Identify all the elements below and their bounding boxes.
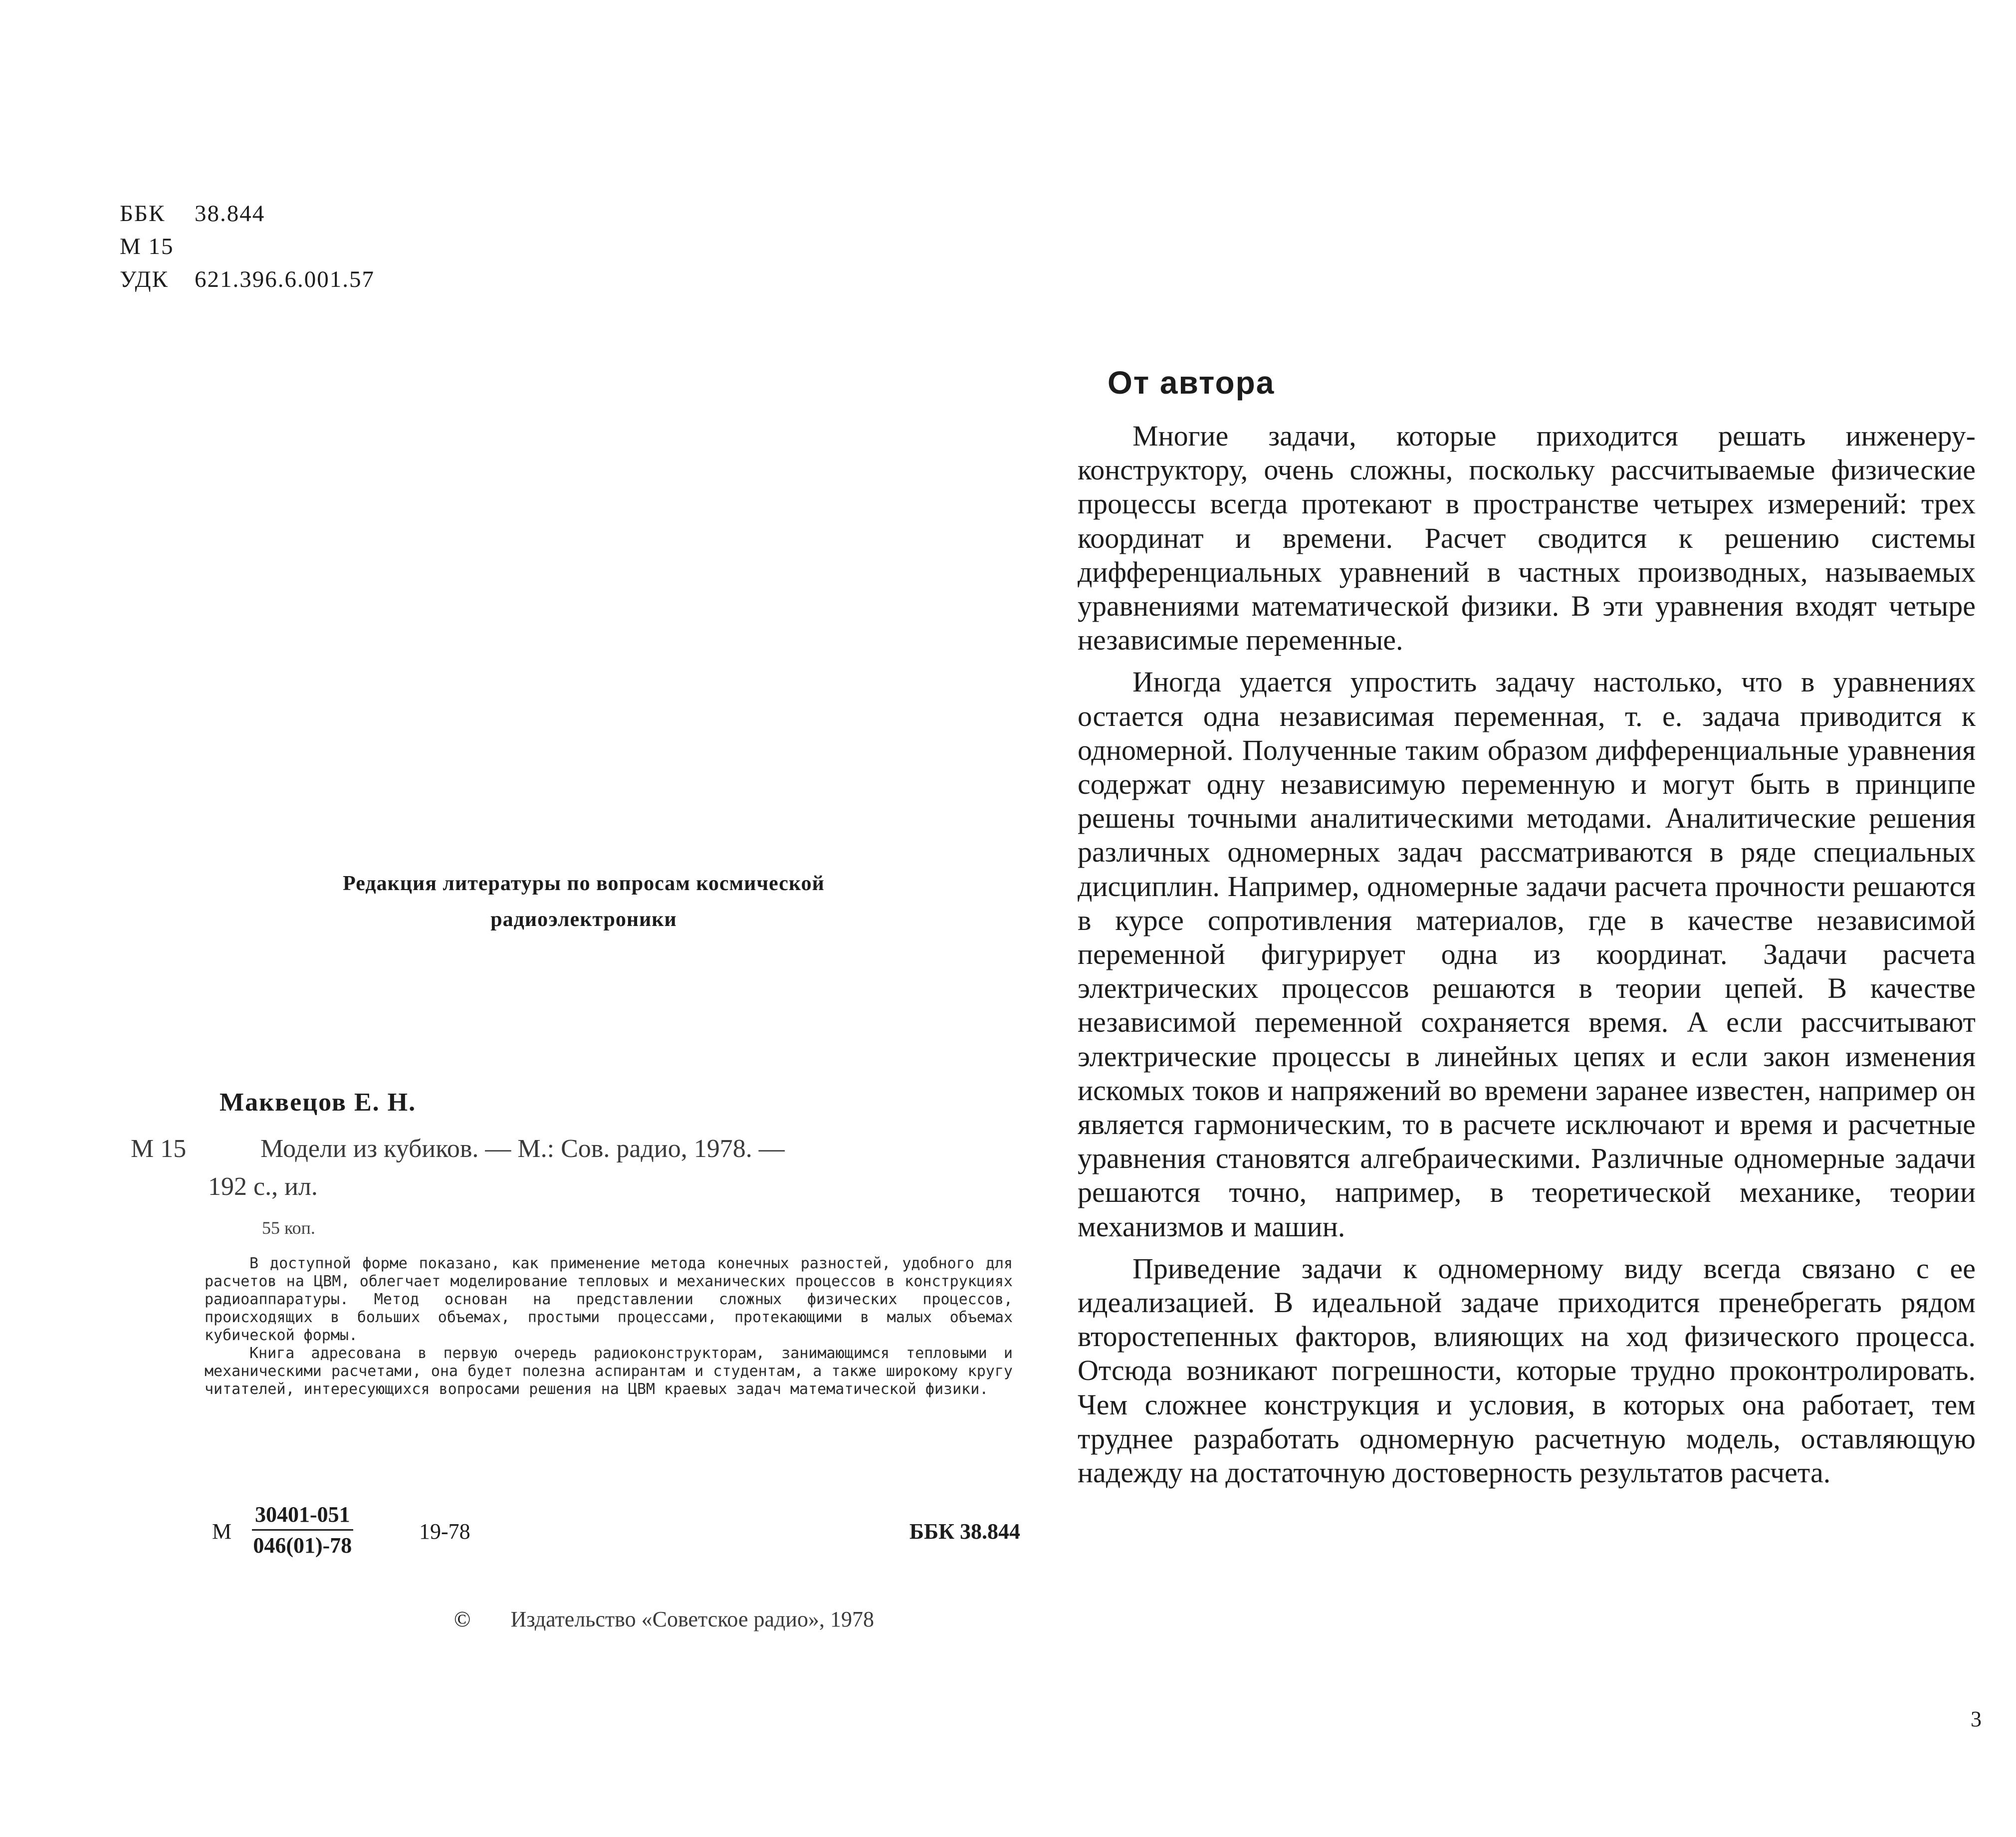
biblio-line-1	[131, 1130, 1019, 1168]
annotation	[205, 1255, 1013, 1398]
copyright-text: Издательство «Советское радио», 1978	[510, 1607, 874, 1631]
index-numerator: 30401-051	[252, 1502, 353, 1531]
body-paragraph: Многие задачи, которые приходится решать инженеру-конструктору, очень сложны, поскольку рассчитываемые физические процессы всегда протекают в пространстве четырех измерений: трех координат и времени. Расчет сводится к решению системы дифференциальных уравнений в частных производных, называемых уравнениями математической физики. В эти уравнения входят четыре независимые переменные.	[1078, 420, 1976, 657]
classification-value: 621.396.6.001.57	[195, 266, 375, 292]
classification-code: М 15	[120, 233, 174, 259]
redaction-line-1: Редакция литературы по вопросам космической	[343, 872, 825, 895]
classification-bbk	[120, 197, 375, 230]
classification-block	[120, 197, 375, 296]
body-paragraph: Иногда удается упростить задачу настолько, что в уравнениях остается одна независимая переменная, т. е. задача приводится к одномерной. Полученные таким образом дифференциальные уравнения содержат одну независимую переменную и могут быть в принципе решены точными аналитическими методами. Аналитические решения различных одномерных задач рассматриваются в ряде специальных дисциплин. Например, одномерные задачи расчета прочности решаются в курсе сопротивления материалов, где в качестве независимой переменной фигурирует одна из координат. Задачи расчета электрических процессов решаются в теории цепей. В качестве независимой переменной сохраняется время. А если рассчитывают электрические процессы в линейных цепях и если закон изменения искомых токов и напряжений во времени заранее известен, например он является гармоническим, то в расчете исключают и время и расчетные уравнения становятся алгебраическими. Различные одномерные задачи решаются точно, например, в теоретической механике, теории механизмов и машин.	[1078, 666, 1976, 1243]
redaction-line-2: радиоэлектроники	[490, 908, 677, 931]
annotation-paragraph: В доступной форме показано, как применение метода конечных разностей, удобного для расчетов на ЦВМ, облегчает моделирование тепловых и механических процессов в конструкциях радиоаппаратуры. Метод основан на представлении сложных физических процессов, происходящих в больших объемах, простыми процессами, протекающими в малых объемах кубической формы.	[205, 1255, 1013, 1344]
classification-udk	[120, 263, 375, 296]
annotation-paragraph: Книга адресована в первую очередь радиоконструкторам, занимающимся тепловыми и механическими расчетами, она будет полезна аспирантам и студентам, а также широкому кругу читателей, интересующихся вопросами решения на ЦВМ краевых задач математической физики.	[205, 1345, 1013, 1398]
index-letter: М	[212, 1519, 232, 1544]
section-heading: От автора	[1108, 365, 1275, 401]
copyright	[454, 1607, 874, 1632]
biblio-title: Модели из кубиков. — М.: Сов. радио, 1978. —	[260, 1135, 785, 1163]
classification-code: УДК	[120, 266, 169, 292]
bibliographic-record	[131, 1130, 1019, 1206]
page-number: 3	[1971, 1707, 1982, 1731]
index-fraction	[252, 1502, 353, 1558]
classification-value: 38.844	[195, 201, 265, 227]
index-denominator: 046(01)-78	[253, 1533, 352, 1558]
copyright-icon: ©	[454, 1607, 471, 1631]
biblio-line-2: 192 с., ил.	[208, 1172, 318, 1201]
biblio-mark: М 15	[131, 1135, 187, 1163]
classification-m	[120, 230, 375, 263]
redaction-note	[210, 866, 958, 937]
index-bbk: ББК 38.844	[909, 1519, 1020, 1544]
price: 55 коп.	[262, 1218, 315, 1238]
classification-code: ББК	[120, 201, 166, 227]
body-text	[1078, 419, 1976, 1498]
index-tail: 19-78	[419, 1519, 470, 1544]
body-paragraph: Приведение задачи к одномерному виду всегда связано с ее идеализацией. В идеальной задаче приходится пренебрегать рядом второстепенных факторов, влияющих на ход физического процесса. Отсюда возникают погрешности, которые трудно проконтролировать. Чем сложнее конструкция и условия, в которых она работает, тем труднее разработать одномерную расчетную модель, оставляющую надежду на достаточную достоверность результатов расчета.	[1078, 1252, 1976, 1489]
author-name: Маквецов Е. Н.	[220, 1088, 417, 1117]
right-page	[1023, 0, 2016, 1837]
index-line	[212, 1502, 1020, 1567]
